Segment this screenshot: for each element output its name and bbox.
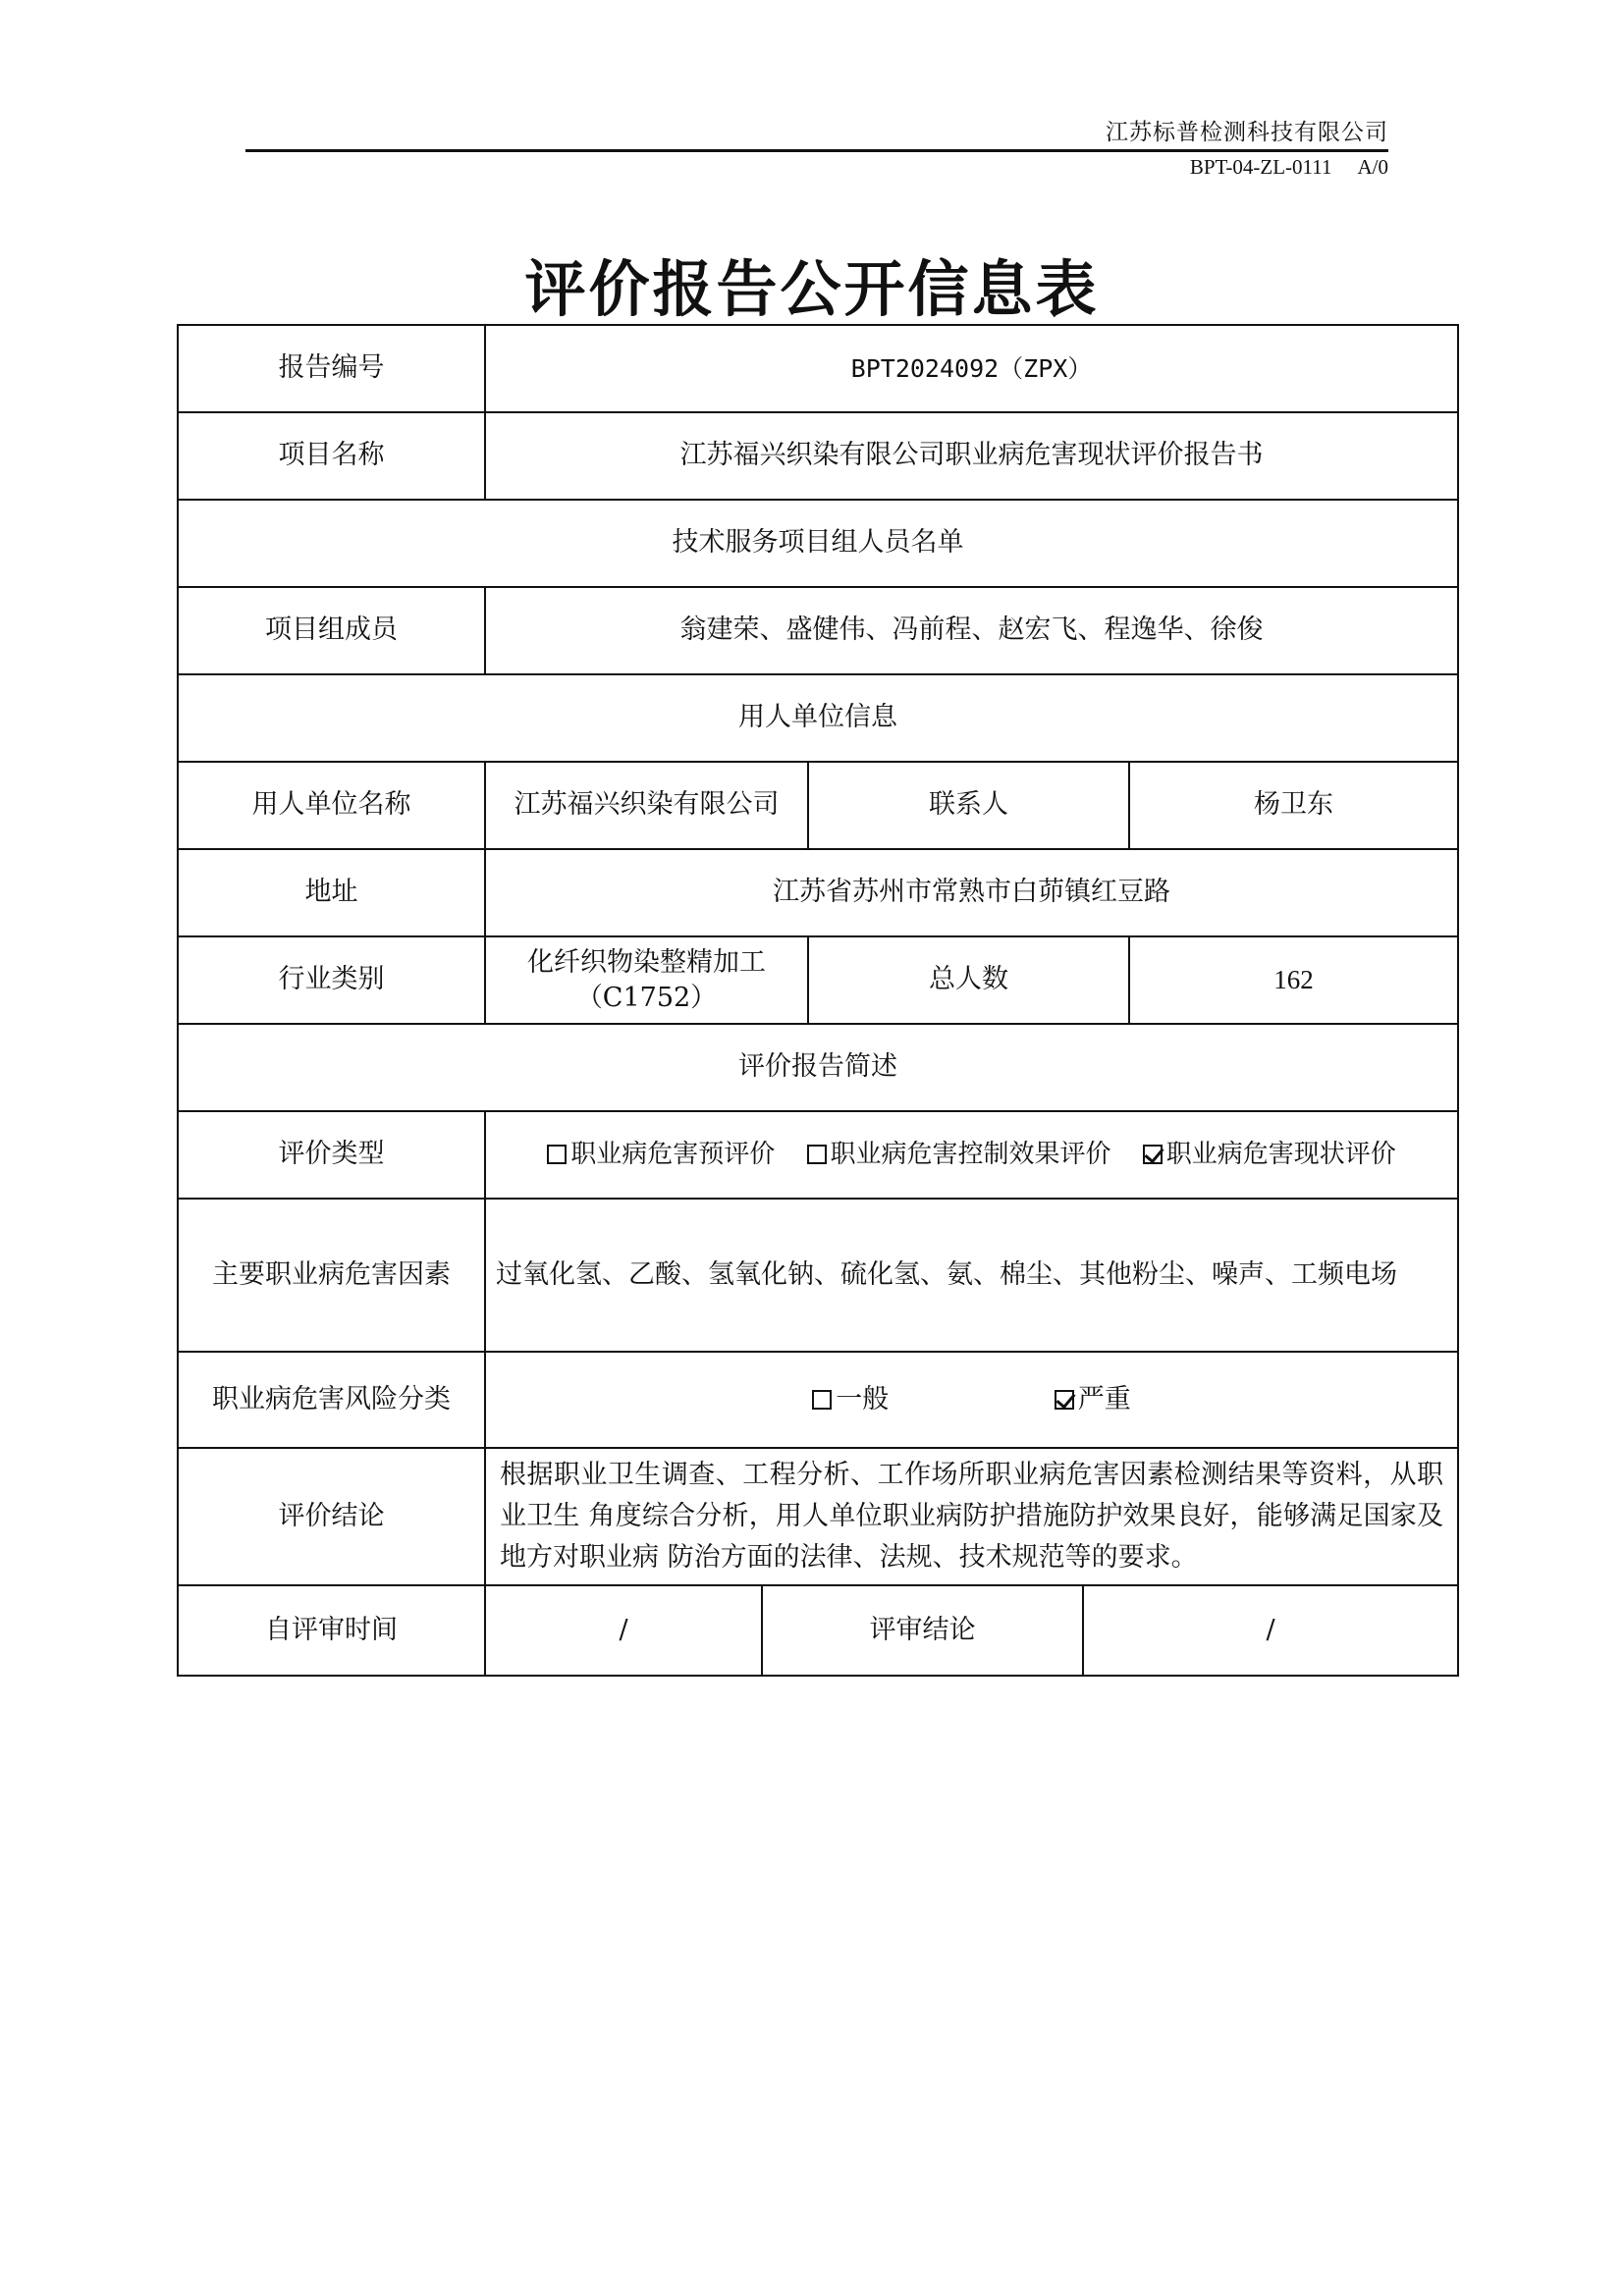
team-members-value: 翁建荣、盛健伟、冯前程、赵宏飞、程逸华、徐俊 bbox=[485, 587, 1458, 674]
eval-type-options bbox=[485, 1111, 1458, 1199]
info-table bbox=[177, 324, 1459, 1677]
row-summary-section bbox=[178, 1024, 1458, 1111]
row-project-name bbox=[178, 412, 1458, 500]
row-employer bbox=[178, 762, 1458, 849]
eval-option-control bbox=[807, 1140, 1111, 1169]
checkbox-checked-icon bbox=[1143, 1145, 1163, 1164]
header-rule bbox=[245, 149, 1388, 152]
hazards-label: 主要职业病危害因素 bbox=[178, 1199, 485, 1352]
row-industry bbox=[178, 936, 1458, 1024]
row-team-section bbox=[178, 500, 1458, 587]
risk-option-general bbox=[812, 1384, 889, 1415]
checkbox-icon bbox=[807, 1145, 827, 1164]
row-conclusion bbox=[178, 1448, 1458, 1585]
team-section-heading: 技术服务项目组人员名单 bbox=[178, 500, 1458, 587]
employer-name-value: 江苏福兴织染有限公司 bbox=[485, 762, 808, 849]
industry-label: 行业类别 bbox=[178, 936, 485, 1024]
headcount-label: 总人数 bbox=[808, 936, 1129, 1024]
row-hazards bbox=[178, 1199, 1458, 1352]
review-time-value: / bbox=[485, 1585, 762, 1676]
project-name-value: 江苏福兴织染有限公司职业病危害现状评价报告书 bbox=[485, 412, 1458, 500]
report-no-value: BPT2024092（ZPX） bbox=[485, 325, 1458, 412]
eval-option-status bbox=[1143, 1140, 1396, 1169]
row-review bbox=[178, 1585, 1458, 1676]
doc-code: BPT-04-ZL-0111 bbox=[1189, 155, 1332, 179]
industry-value-line1: 化纤织物染整精加工 bbox=[527, 947, 766, 979]
row-address bbox=[178, 849, 1458, 936]
review-result-value: / bbox=[1083, 1585, 1458, 1676]
header-doc-code bbox=[1190, 155, 1388, 180]
risk-option-severe-label: 严重 bbox=[1077, 1383, 1131, 1415]
row-team-members bbox=[178, 587, 1458, 674]
hazards-value: 过氧化氢、乙酸、氢氧化钠、硫化氢、氨、棉尘、其他粉尘、噪声、工频电场 bbox=[485, 1199, 1458, 1352]
checkbox-checked-icon bbox=[1055, 1390, 1074, 1410]
address-label: 地址 bbox=[178, 849, 485, 936]
header-company: 江苏标普检测科技有限公司 bbox=[1106, 120, 1388, 145]
risk-class-label: 职业病危害风险分类 bbox=[178, 1352, 485, 1448]
risk-option-severe bbox=[1055, 1384, 1131, 1415]
industry-value bbox=[485, 936, 808, 1024]
risk-option-general-label: 一般 bbox=[836, 1383, 890, 1415]
conclusion-value: 根据职业卫生调查、工程分析、工作场所职业病危害因素检测结果等资料，从职业卫生 角度综合分析，用人单位职业病防护措施防护效果良好，能够满足国家及地方对职业病 防治方面的法律、法规、技术规范等的要求。 bbox=[485, 1448, 1458, 1585]
industry-value-line2: （C1752） bbox=[575, 982, 718, 1013]
page-title: 评价报告公开信息表 bbox=[524, 253, 1100, 325]
row-report-no bbox=[178, 325, 1458, 412]
eval-type-label: 评价类型 bbox=[178, 1111, 485, 1199]
contact-label: 联系人 bbox=[808, 762, 1129, 849]
checkbox-icon bbox=[547, 1145, 567, 1164]
summary-section-heading: 评价报告简述 bbox=[178, 1024, 1458, 1111]
conclusion-label: 评价结论 bbox=[178, 1448, 485, 1585]
doc-revision: A/0 bbox=[1357, 155, 1388, 179]
checkbox-icon bbox=[812, 1390, 832, 1410]
review-time-label: 自评审时间 bbox=[178, 1585, 485, 1676]
eval-option-pre bbox=[547, 1140, 775, 1169]
review-result-label: 评审结论 bbox=[762, 1585, 1083, 1676]
team-members-label: 项目组成员 bbox=[178, 587, 485, 674]
report-no-label: 报告编号 bbox=[178, 325, 485, 412]
project-name-label: 项目名称 bbox=[178, 412, 485, 500]
risk-class-options bbox=[485, 1352, 1458, 1448]
eval-option-control-label: 职业病危害控制效果评价 bbox=[830, 1140, 1111, 1169]
eval-option-pre-label: 职业病危害预评价 bbox=[570, 1140, 776, 1169]
headcount-value: 162 bbox=[1129, 936, 1458, 1024]
address-value: 江苏省苏州市常熟市白茆镇红豆路 bbox=[485, 849, 1458, 936]
employer-name-label: 用人单位名称 bbox=[178, 762, 485, 849]
contact-value: 杨卫东 bbox=[1129, 762, 1458, 849]
eval-option-status-label: 职业病危害现状评价 bbox=[1165, 1140, 1396, 1169]
row-employer-section bbox=[178, 674, 1458, 762]
row-risk-class bbox=[178, 1352, 1458, 1448]
employer-section-heading: 用人单位信息 bbox=[178, 674, 1458, 762]
row-eval-type bbox=[178, 1111, 1458, 1199]
